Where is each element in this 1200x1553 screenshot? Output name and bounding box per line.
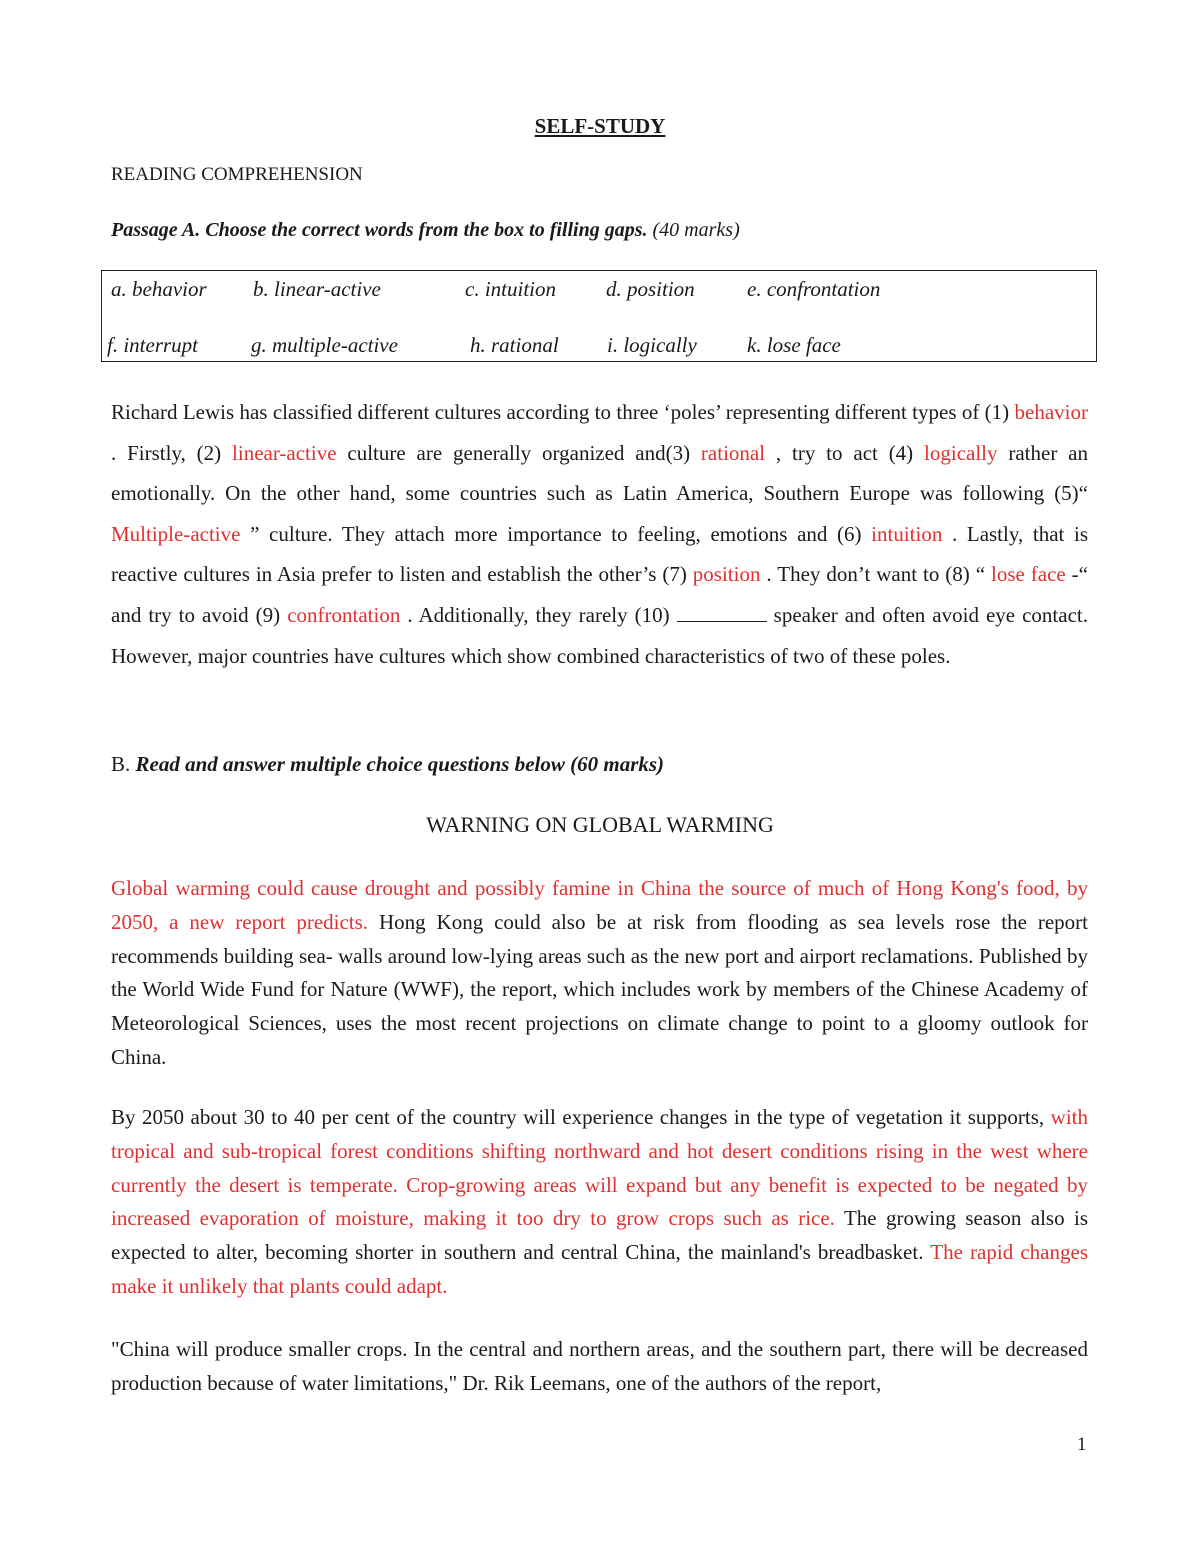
page-title: SELF-STUDY (534, 114, 666, 138)
word-option: a. behavior (111, 277, 207, 301)
passage-a-marks: (40 marks) (652, 219, 740, 241)
paragraph-text: The growing season also is expected to alter, becoming shorter in southern and central China, the mainland's breadbasket. (111, 1206, 1088, 1265)
answer-7: position (692, 562, 761, 587)
passage-text: culture are generally organized and(3) (336, 440, 701, 465)
answer-6: intuition (871, 521, 943, 546)
article-title: WARNING ON GLOBAL WARMING (426, 812, 774, 837)
passage-a-text (111, 392, 1088, 676)
answer-4: logically (924, 440, 998, 465)
passage-b-label: Read and answer multiple choice questions below (60 marks) (135, 752, 665, 776)
word-option: e. confrontation (747, 277, 881, 301)
word-box-row (102, 277, 1096, 307)
answer-1: behavior (1014, 400, 1088, 424)
page-number: 1 (1077, 1434, 1087, 1455)
highlighted-text: Global warming could cause drought and possibly famine in China the source of much of Hong Kong's food, by 2050, a new report predicts. (111, 876, 1088, 934)
word-option: k. lose face (747, 333, 841, 357)
answer-2: linear-active (232, 440, 337, 465)
passage-b-prefix: B. (111, 752, 136, 776)
word-option: b. linear-active (253, 277, 381, 301)
passage-a-instruction (111, 219, 740, 242)
word-option: d. position (606, 277, 695, 301)
section-heading: READING COMPREHENSION (111, 164, 363, 185)
article-paragraph-2 (111, 1101, 1088, 1304)
answer-8: lose face (990, 562, 1066, 587)
answer-10-blank[interactable] (677, 603, 767, 622)
passage-text: speaker and often avoid eye contact. However, major countries have cultures which show combined characteristics of two of these poles. (111, 602, 1088, 668)
highlighted-text: with tropical and sub-tropical forest conditions shifting northward and hot desert conditions rising in the west where currently the desert is temperate. Crop-growing areas will expand but any benefit is expected to be negated by increased evaporation of moisture, making it too dry to grow crops such as rice. (111, 1105, 1088, 1231)
word-option: c. intuition (465, 277, 556, 301)
word-option: i. logically (607, 333, 697, 357)
passage-text: Richard Lewis has classified different cultures according to three ‘poles’ representing different types of (1) (111, 400, 1015, 424)
word-option: h. rational (470, 333, 559, 357)
paragraph-text: Hong Kong could also be at risk from flooding as sea levels rose the report recommends building sea- walls around low-lying areas such as the new port and airport reclamations. Published by the World Wide Fund for Nature (WWF), the report, which includes work by members of the Chinese Academy of Meteorological Sciences, uses the most recent projections on climate change to point to a gloomy outlook for China. (111, 909, 1088, 1069)
article-paragraph-1 (111, 872, 1088, 1075)
passage-text: . Lastly, that is reactive cultures in Asia prefer to listen and establish the other’s (7) (111, 521, 1089, 587)
paragraph-text: By 2050 about 30 to 40 per cent of the country will experience changes in the type of vegetation it supports, (111, 1105, 1051, 1129)
passage-text: -“ and try to avoid (9) (111, 562, 1088, 627)
answer-9: confrontation (287, 602, 401, 627)
passage-text: ” culture. They attach more importance to feeling, emotions and (6) (240, 521, 872, 546)
passage-text: . Additionally, they rarely (10) (400, 602, 677, 627)
passage-text: . They don’t want to (8) “ (760, 562, 991, 587)
passage-text: , try to act (4) (765, 440, 925, 465)
answer-3: rational (700, 440, 766, 465)
passage-b-instruction (111, 752, 664, 777)
word-option: f. interrupt (107, 333, 199, 357)
passage-a-label: Passage A. Choose the correct words from the box to filling gaps. (111, 219, 648, 241)
word-box-row (102, 333, 1096, 363)
highlighted-text: The rapid changes make it unlikely that plants could adapt. (111, 1240, 1088, 1298)
answer-5: Multiple-active (111, 521, 241, 546)
article-paragraph-3: "China will produce smaller crops. In the central and northern areas, and the southern part, there will be decreased production because of water limitations," Dr. Rik Leemans, one of the authors of the report, (111, 1337, 1088, 1395)
passage-text: . Firstly, (2) (111, 440, 233, 465)
passage-text: rather an emotionally. On the other hand, some countries such as Latin America, Southern Europe was following (5)“ (111, 440, 1088, 506)
word-box (101, 270, 1097, 362)
word-option: g. multiple-active (251, 333, 398, 357)
